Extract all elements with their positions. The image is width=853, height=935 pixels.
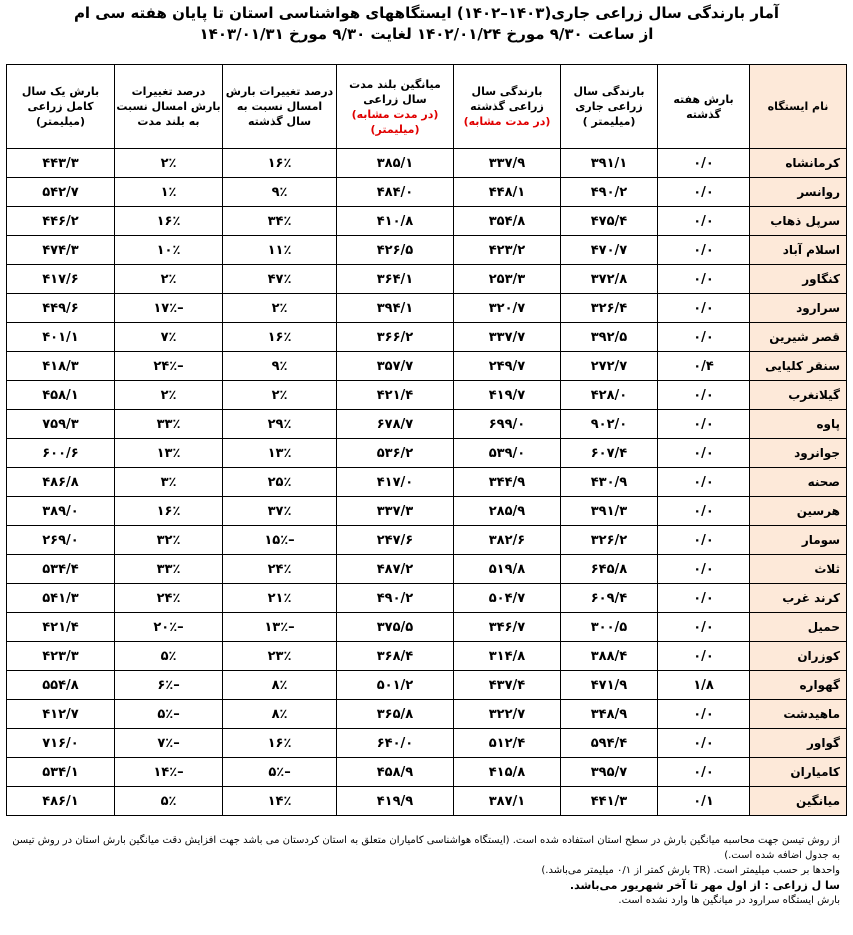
cell-current: ۴۷۱/۹ bbox=[561, 671, 658, 700]
cell-change-previous: ۲۴٪ bbox=[223, 555, 337, 584]
cell-change-long-term: ۱۰٪ bbox=[115, 236, 223, 265]
cell-station: سرارود bbox=[750, 294, 847, 323]
cell-change-long-term: ۲٪ bbox=[115, 265, 223, 294]
cell-change-previous: ۱۶٪ bbox=[223, 149, 337, 178]
cell-full-year: ۷۱۶/۰ bbox=[7, 729, 115, 758]
header-station: نام ایستگاه bbox=[750, 65, 847, 149]
cell-long-term: ۴۱۷/۰ bbox=[337, 468, 454, 497]
cell-current: ۴۴۱/۳ bbox=[561, 787, 658, 816]
cell-station: پاوه bbox=[750, 410, 847, 439]
cell-previous: ۳۱۴/۸ bbox=[454, 642, 561, 671]
header-full-year: بارش یک سال کامل زراعی (میلیمتر) bbox=[7, 65, 115, 149]
cell-full-year: ۲۶۹/۰ bbox=[7, 526, 115, 555]
cell-last-week: ۰/۰ bbox=[658, 323, 750, 352]
cell-station: کامیاران bbox=[750, 758, 847, 787]
cell-change-previous: ۲٪ bbox=[223, 381, 337, 410]
cell-current: ۳۴۸/۹ bbox=[561, 700, 658, 729]
cell-station: گواور bbox=[750, 729, 847, 758]
cell-station: کوزران bbox=[750, 642, 847, 671]
cell-previous: ۲۵۳/۳ bbox=[454, 265, 561, 294]
table-row bbox=[7, 236, 847, 265]
table-row bbox=[7, 352, 847, 381]
cell-current: ۳۰۰/۵ bbox=[561, 613, 658, 642]
cell-current: ۴۹۰/۲ bbox=[561, 178, 658, 207]
cell-previous: ۶۹۹/۰ bbox=[454, 410, 561, 439]
cell-full-year: ۴۷۴/۳ bbox=[7, 236, 115, 265]
header-change-vs-long-term: درصد تغییرات بارش امسال نسبت به بلند مدت bbox=[115, 65, 223, 149]
header-long-term bbox=[337, 65, 454, 149]
cell-change-previous: ۲٪ bbox=[223, 294, 337, 323]
cell-station: گیلانغرب bbox=[750, 381, 847, 410]
cell-long-term: ۶۴۰/۰ bbox=[337, 729, 454, 758]
cell-station: کرمانشاه bbox=[750, 149, 847, 178]
table-row bbox=[7, 613, 847, 642]
cell-current: ۳۲۶/۲ bbox=[561, 526, 658, 555]
cell-previous: ۳۸۷/۱ bbox=[454, 787, 561, 816]
cell-previous: ۵۱۲/۴ bbox=[454, 729, 561, 758]
cell-station: هرسین bbox=[750, 497, 847, 526]
cell-current: ۳۷۲/۸ bbox=[561, 265, 658, 294]
cell-previous: ۲۸۵/۹ bbox=[454, 497, 561, 526]
cell-station: گهواره bbox=[750, 671, 847, 700]
cell-station: اسلام آباد bbox=[750, 236, 847, 265]
cell-previous: ۳۸۲/۶ bbox=[454, 526, 561, 555]
cell-change-long-term: ۵٪ bbox=[115, 787, 223, 816]
cell-station: روانسر bbox=[750, 178, 847, 207]
cell-last-week: ۰/۱ bbox=[658, 787, 750, 816]
cell-last-week: ۰/۰ bbox=[658, 149, 750, 178]
cell-full-year: ۵۵۴/۸ bbox=[7, 671, 115, 700]
cell-change-long-term: ۳٪ bbox=[115, 468, 223, 497]
cell-station: ماهیدشت bbox=[750, 700, 847, 729]
cell-last-week: ۱/۸ bbox=[658, 671, 750, 700]
cell-last-week: ۰/۰ bbox=[658, 236, 750, 265]
cell-current: ۳۹۵/۷ bbox=[561, 758, 658, 787]
cell-station: جوانرود bbox=[750, 439, 847, 468]
cell-change-previous: ۱۳٪ bbox=[223, 439, 337, 468]
cell-long-term: ۴۹۰/۲ bbox=[337, 584, 454, 613]
cell-full-year: ۴۸۶/۱ bbox=[7, 787, 115, 816]
cell-previous: ۴۱۹/۷ bbox=[454, 381, 561, 410]
cell-current: ۳۲۶/۴ bbox=[561, 294, 658, 323]
table-row bbox=[7, 294, 847, 323]
cell-full-year: ۷۵۹/۳ bbox=[7, 410, 115, 439]
cell-last-week: ۰/۰ bbox=[658, 613, 750, 642]
cell-current: ۴۳۰/۹ bbox=[561, 468, 658, 497]
cell-long-term: ۴۸۴/۰ bbox=[337, 178, 454, 207]
cell-long-term: ۴۲۶/۵ bbox=[337, 236, 454, 265]
cell-change-long-term: –۲۴٪ bbox=[115, 352, 223, 381]
cell-previous: ۳۴۶/۷ bbox=[454, 613, 561, 642]
header-previous-label: بارندگی سال زراعی گذشته bbox=[470, 85, 544, 113]
table-row bbox=[7, 555, 847, 584]
cell-last-week: ۰/۰ bbox=[658, 526, 750, 555]
table-row bbox=[7, 729, 847, 758]
table-row bbox=[7, 149, 847, 178]
cell-current: ۶۰۹/۴ bbox=[561, 584, 658, 613]
cell-full-year: ۴۸۶/۸ bbox=[7, 468, 115, 497]
header-previous-year bbox=[454, 65, 561, 149]
cell-long-term: ۴۵۸/۹ bbox=[337, 758, 454, 787]
cell-long-term: ۵۳۶/۲ bbox=[337, 439, 454, 468]
cell-last-week: ۰/۰ bbox=[658, 700, 750, 729]
cell-change-long-term: ۲۴٪ bbox=[115, 584, 223, 613]
cell-change-long-term: ۱٪ bbox=[115, 178, 223, 207]
cell-change-long-term: ۳۲٪ bbox=[115, 526, 223, 555]
table-row bbox=[7, 439, 847, 468]
cell-change-previous: ۸٪ bbox=[223, 671, 337, 700]
cell-long-term: ۳۹۴/۱ bbox=[337, 294, 454, 323]
cell-full-year: ۴۵۸/۱ bbox=[7, 381, 115, 410]
cell-long-term: ۳۳۷/۳ bbox=[337, 497, 454, 526]
cell-previous: ۳۳۷/۹ bbox=[454, 149, 561, 178]
table-row bbox=[7, 178, 847, 207]
cell-full-year: ۶۰۰/۶ bbox=[7, 439, 115, 468]
cell-current: ۲۷۲/۷ bbox=[561, 352, 658, 381]
header-long-term-period: (در مدت مشابه) bbox=[351, 107, 439, 121]
cell-change-previous: ۱۱٪ bbox=[223, 236, 337, 265]
cell-change-long-term: –۱۷٪ bbox=[115, 294, 223, 323]
cell-change-long-term: –۵٪ bbox=[115, 700, 223, 729]
header-row bbox=[7, 65, 847, 149]
cell-change-long-term: ۱۳٪ bbox=[115, 439, 223, 468]
cell-last-week: ۰/۰ bbox=[658, 468, 750, 497]
cell-full-year: ۴۲۳/۳ bbox=[7, 642, 115, 671]
cell-current: ۳۹۱/۳ bbox=[561, 497, 658, 526]
table-row bbox=[7, 381, 847, 410]
table-row bbox=[7, 207, 847, 236]
cell-last-week: ۰/۴ bbox=[658, 352, 750, 381]
cell-full-year: ۴۱۲/۷ bbox=[7, 700, 115, 729]
cell-change-long-term: ۳۳٪ bbox=[115, 555, 223, 584]
table-row bbox=[7, 265, 847, 294]
cell-last-week: ۰/۰ bbox=[658, 265, 750, 294]
cell-last-week: ۰/۰ bbox=[658, 555, 750, 584]
cell-change-previous: ۲۳٪ bbox=[223, 642, 337, 671]
cell-previous: ۲۴۹/۷ bbox=[454, 352, 561, 381]
cell-current: ۳۹۲/۵ bbox=[561, 323, 658, 352]
cell-station: کنگاور bbox=[750, 265, 847, 294]
cell-last-week: ۰/۰ bbox=[658, 410, 750, 439]
cell-last-week: ۰/۰ bbox=[658, 178, 750, 207]
cell-long-term: ۴۲۱/۴ bbox=[337, 381, 454, 410]
cell-long-term: ۳۷۵/۵ bbox=[337, 613, 454, 642]
cell-change-previous: –۱۳٪ bbox=[223, 613, 337, 642]
cell-current: ۴۲۸/۰ bbox=[561, 381, 658, 410]
cell-change-long-term: ۳۳٪ bbox=[115, 410, 223, 439]
cell-previous: ۵۱۹/۸ bbox=[454, 555, 561, 584]
cell-full-year: ۴۱۸/۳ bbox=[7, 352, 115, 381]
cell-change-long-term: ۵٪ bbox=[115, 642, 223, 671]
cell-last-week: ۰/۰ bbox=[658, 584, 750, 613]
table-row bbox=[7, 526, 847, 555]
cell-station: سرپل ذهاب bbox=[750, 207, 847, 236]
cell-change-long-term: ۱۶٪ bbox=[115, 207, 223, 236]
cell-change-previous: ۲۵٪ bbox=[223, 468, 337, 497]
cell-previous: ۵۰۴/۷ bbox=[454, 584, 561, 613]
cell-long-term: ۳۶۶/۲ bbox=[337, 323, 454, 352]
cell-station: میانگین bbox=[750, 787, 847, 816]
cell-change-previous: ۹٪ bbox=[223, 178, 337, 207]
cell-change-previous: ۳۷٪ bbox=[223, 497, 337, 526]
cell-previous: ۴۴۸/۱ bbox=[454, 178, 561, 207]
table-body bbox=[7, 149, 847, 816]
cell-full-year: ۴۱۷/۶ bbox=[7, 265, 115, 294]
cell-change-previous: ۱۶٪ bbox=[223, 323, 337, 352]
cell-change-long-term: ۲٪ bbox=[115, 381, 223, 410]
cell-last-week: ۰/۰ bbox=[658, 729, 750, 758]
cell-previous: ۴۳۷/۴ bbox=[454, 671, 561, 700]
table-row bbox=[7, 671, 847, 700]
cell-current: ۶۴۵/۸ bbox=[561, 555, 658, 584]
cell-long-term: ۳۶۴/۱ bbox=[337, 265, 454, 294]
cell-previous: ۳۵۴/۸ bbox=[454, 207, 561, 236]
cell-change-long-term: ۷٪ bbox=[115, 323, 223, 352]
cell-station: صحنه bbox=[750, 468, 847, 497]
cell-full-year: ۳۸۹/۰ bbox=[7, 497, 115, 526]
cell-change-previous: –۱۵٪ bbox=[223, 526, 337, 555]
cell-full-year: ۴۰۱/۱ bbox=[7, 323, 115, 352]
cell-last-week: ۰/۰ bbox=[658, 439, 750, 468]
cell-full-year: ۴۲۱/۴ bbox=[7, 613, 115, 642]
cell-change-previous: ۸٪ bbox=[223, 700, 337, 729]
header-long-term-unit: (میلیمتر) bbox=[370, 122, 420, 136]
note-thiessen: از روش تیسن جهت محاسبه میانگین بارش در سطح استان استفاده شده است. (ایستگاه هواشناسی کامیاران متعلق به استان کردستان می باشد جهت افزایش دقت میانگین بارش استان در روش تیسن به جدول اضافه شده است.) bbox=[12, 835, 840, 861]
cell-current: ۳۸۸/۴ bbox=[561, 642, 658, 671]
header-current-year: بارندگی سال زراعی جاری (میلیمتر ) bbox=[561, 65, 658, 149]
cell-station: قصر شیرین bbox=[750, 323, 847, 352]
cell-last-week: ۰/۰ bbox=[658, 294, 750, 323]
table-row bbox=[7, 497, 847, 526]
cell-change-previous: ۲۱٪ bbox=[223, 584, 337, 613]
cell-change-previous: ۹٪ bbox=[223, 352, 337, 381]
cell-previous: ۴۱۵/۸ bbox=[454, 758, 561, 787]
cell-change-previous: –۵٪ bbox=[223, 758, 337, 787]
table-row bbox=[7, 468, 847, 497]
cell-long-term: ۳۶۸/۴ bbox=[337, 642, 454, 671]
table-row bbox=[7, 642, 847, 671]
cell-station: سومار bbox=[750, 526, 847, 555]
cell-full-year: ۴۴۳/۳ bbox=[7, 149, 115, 178]
cell-change-previous: ۳۴٪ bbox=[223, 207, 337, 236]
cell-full-year: ۴۴۶/۲ bbox=[7, 207, 115, 236]
cell-current: ۴۷۰/۷ bbox=[561, 236, 658, 265]
report-title bbox=[0, 0, 853, 45]
cell-previous: ۳۳۷/۷ bbox=[454, 323, 561, 352]
cell-station: سنقر کلیایی bbox=[750, 352, 847, 381]
cell-current: ۴۷۵/۴ bbox=[561, 207, 658, 236]
cell-current: ۹۰۲/۰ bbox=[561, 410, 658, 439]
cell-change-previous: ۱۴٪ bbox=[223, 787, 337, 816]
cell-full-year: ۵۳۴/۱ bbox=[7, 758, 115, 787]
cell-long-term: ۵۰۱/۲ bbox=[337, 671, 454, 700]
cell-last-week: ۰/۰ bbox=[658, 207, 750, 236]
cell-full-year: ۵۴۱/۳ bbox=[7, 584, 115, 613]
footnotes bbox=[6, 833, 840, 908]
cell-current: ۶۰۷/۴ bbox=[561, 439, 658, 468]
cell-change-previous: ۴۷٪ bbox=[223, 265, 337, 294]
cell-long-term: ۳۶۵/۸ bbox=[337, 700, 454, 729]
cell-long-term: ۳۵۷/۷ bbox=[337, 352, 454, 381]
cell-last-week: ۰/۰ bbox=[658, 758, 750, 787]
cell-change-previous: ۲۹٪ bbox=[223, 410, 337, 439]
table-row bbox=[7, 584, 847, 613]
note-units: واحدها بر حسب میلیمتر است. (TR بارش کمتر از ۰/۱ میلیمتر می‌باشد.) bbox=[541, 865, 840, 876]
cell-change-previous: ۱۶٪ bbox=[223, 729, 337, 758]
header-change-vs-previous: درصد تغییرات بارش امسال نسبت به سال گذشته bbox=[223, 65, 337, 149]
table-row bbox=[7, 787, 847, 816]
table-row bbox=[7, 758, 847, 787]
cell-change-long-term: ۱۶٪ bbox=[115, 497, 223, 526]
cell-previous: ۳۴۴/۹ bbox=[454, 468, 561, 497]
cell-current: ۵۹۴/۴ bbox=[561, 729, 658, 758]
note-crop-year: سا ل زراعی : از اول مهر تا آخر شهریور می‌باشد. bbox=[569, 879, 840, 892]
note-sararud: بارش ایستگاه سرارود در میانگین ها وارد نشده است. bbox=[618, 895, 840, 906]
cell-change-long-term: ۲٪ bbox=[115, 149, 223, 178]
cell-station: ثلاث bbox=[750, 555, 847, 584]
cell-long-term: ۴۸۷/۲ bbox=[337, 555, 454, 584]
table-row bbox=[7, 323, 847, 352]
cell-previous: ۳۲۲/۷ bbox=[454, 700, 561, 729]
cell-full-year: ۵۳۴/۴ bbox=[7, 555, 115, 584]
cell-previous: ۳۲۰/۷ bbox=[454, 294, 561, 323]
cell-change-long-term: –۲۰٪ bbox=[115, 613, 223, 642]
table-row bbox=[7, 410, 847, 439]
header-long-term-label: میانگین بلند مدت سال زراعی bbox=[349, 77, 441, 106]
cell-last-week: ۰/۰ bbox=[658, 381, 750, 410]
cell-last-week: ۰/۰ bbox=[658, 642, 750, 671]
cell-last-week: ۰/۰ bbox=[658, 497, 750, 526]
cell-previous: ۵۳۹/۰ bbox=[454, 439, 561, 468]
cell-station: کرند غرب bbox=[750, 584, 847, 613]
cell-change-long-term: –۶٪ bbox=[115, 671, 223, 700]
table-row bbox=[7, 700, 847, 729]
cell-change-long-term: –۷٪ bbox=[115, 729, 223, 758]
cell-full-year: ۵۴۲/۷ bbox=[7, 178, 115, 207]
cell-station: حمیل bbox=[750, 613, 847, 642]
cell-long-term: ۳۸۵/۱ bbox=[337, 149, 454, 178]
header-last-week: بارش هفته گذشته bbox=[658, 65, 750, 149]
cell-long-term: ۴۱۰/۸ bbox=[337, 207, 454, 236]
cell-full-year: ۴۴۹/۶ bbox=[7, 294, 115, 323]
cell-previous: ۴۲۳/۲ bbox=[454, 236, 561, 265]
title-line-1: آمار بارندگی سال زراعی جاری(۱۴۰۳–۱۴۰۲) ایستگاههای هواشناسی استان تا پایان هفته سی ام bbox=[73, 4, 780, 22]
rainfall-table bbox=[6, 64, 847, 816]
title-line-2: از ساعت ۹/۳۰ مورخ ۱۴۰۲/۰۱/۲۴ لغایت ۹/۳۰ مورخ ۱۴۰۳/۰۱/۳۱ bbox=[199, 25, 654, 43]
header-previous-period: (در مدت مشابه) bbox=[463, 115, 551, 128]
cell-long-term: ۴۱۹/۹ bbox=[337, 787, 454, 816]
cell-long-term: ۲۴۷/۶ bbox=[337, 526, 454, 555]
cell-change-long-term: –۱۴٪ bbox=[115, 758, 223, 787]
cell-long-term: ۶۷۸/۷ bbox=[337, 410, 454, 439]
cell-current: ۳۹۱/۱ bbox=[561, 149, 658, 178]
